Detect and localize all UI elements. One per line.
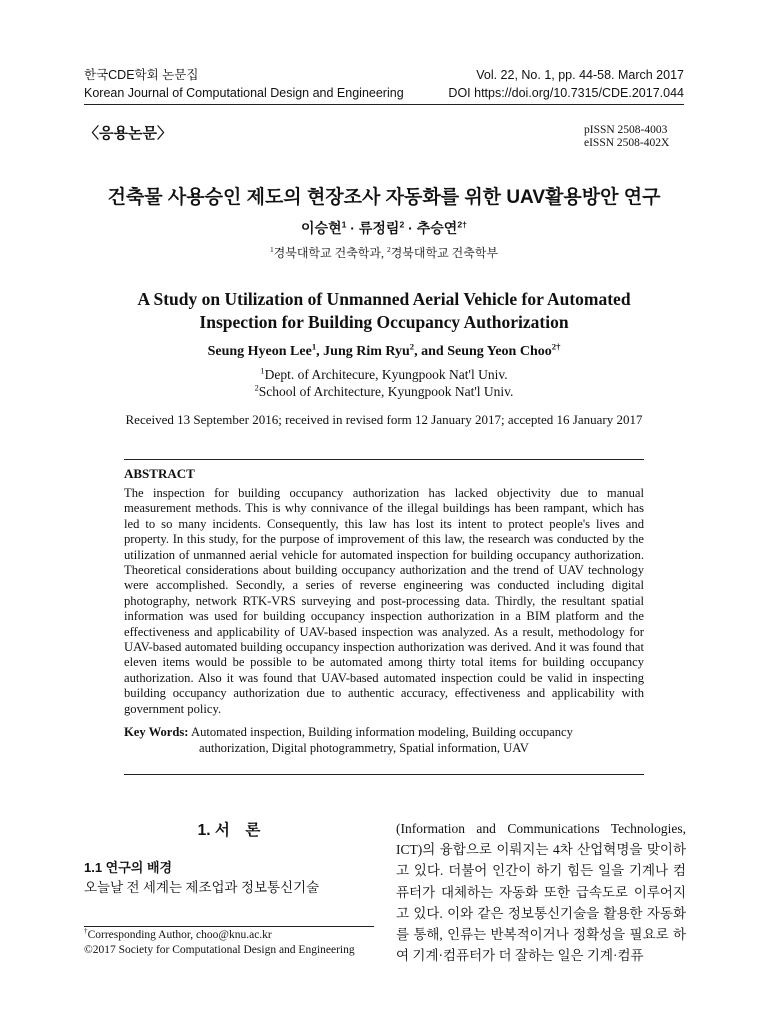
right-column-text: (Information and Communications Technologies, ICT)의 융합으로 이뤄지는 4차 산업혁명을 맞이하고 있다. 더불어 인간이 하기 힘든 일을 기계나 컴퓨터가 대체하는 자동화 또한 급속도로 이루어지고 있다. 이와 같은 정보통신기술을 활용한 자동화를 통해, 인류는 반복적이거나 정확성을 필요로 하여 기계·컴퓨터가 더 잘하는 일은 기계·컴퓨 — [396, 821, 686, 964]
english-author-2-mark: 2 — [409, 341, 415, 352]
english-author-3-mark: 2† — [551, 341, 561, 352]
corresponding-author — [84, 928, 384, 943]
english-authors — [0, 341, 768, 360]
english-affil-1 — [0, 366, 768, 383]
subsection-heading: 1.1 연구의 배경 — [84, 860, 173, 875]
author-separator: · — [346, 220, 359, 236]
english-author-1: Seung Hyeon Lee — [207, 344, 312, 359]
korean-title: 건축물 사용승인 제도의 현장조사 자동화를 위한 UAV활용방안 연구 — [107, 187, 661, 208]
korean-affil-1-mark: 1 — [269, 245, 274, 254]
keywords-text: Automated inspection, Building information modeling, Building occupancy authorization, Digital photogrammetry, Spatial information, UAV — [190, 725, 573, 755]
english-affil-1-mark: 1 — [260, 366, 265, 376]
korean-author-3: 추승연 — [416, 220, 458, 236]
journal-header-right — [448, 66, 684, 102]
korean-affiliations — [0, 244, 768, 261]
english-author-3: Seung Yeon Choo — [447, 344, 552, 359]
footnote-rule — [84, 926, 374, 927]
electronic-issn: eISSN 2508-402X — [584, 137, 670, 149]
volume-info: Vol. 22, No. 1, pp. 44-58. March 2017 — [476, 68, 684, 82]
abstract-heading: ABSTRACT — [124, 466, 195, 481]
korean-author-3-mark: 2† — [457, 219, 467, 230]
footnote — [84, 928, 384, 958]
english-title-line-2: Inspection for Building Occupancy Authorization — [199, 312, 569, 332]
english-affil-1-text: Dept. of Architecure, Kyungpook Nat'l Univ. — [264, 367, 508, 382]
print-issn: pISSN 2508-4003 — [584, 124, 668, 136]
korean-authors — [0, 218, 768, 238]
english-affil-2-mark: 2 — [254, 383, 259, 393]
english-title-line-1: A Study on Utilization of Unmanned Aerial Vehicle for Automated — [137, 289, 631, 309]
received-dates: Received 13 September 2016; received in revised form 12 January 2017; accepted 16 January 2017 — [125, 412, 643, 427]
english-title — [84, 288, 684, 334]
english-author-sep-1: , — [316, 344, 324, 359]
keywords-label: Key Words: — [124, 725, 189, 740]
abstract-body: The inspection for building occupancy authorization has lacked objectivity due to manual measurement methods. This is why connivance of the illegal buildings has been rampant, which has led to so many incidents. Consequently, this law has lost its intent to protect people's lives and property. In this study, for the purpose of improvement of this law, the research was conducted by the utilization of unmanned aerial vehicle for automated inspection for building occupancy authorization. Theoretical considerations about building occupancy authorization and the trend of UAV technology were accomplished. Secondly, a series of reverse engineering was conducted including digital photography, network RTK-VRS surveying and post-processing data. Thirdly, the resultant spatial information was used for building occupancy inspection authorization in a BIM platform and the effectiveness and applicability of UAV-based inspection was analyzed. As a result, methodology for UAV-based automated building occupancy inspection authorization was derived. And it was found that eleven items would be possible to be automated among thirty total items for building occupancy authorization. Also it was found that UAV-based automated inspection could be valid in inspecting building occupancy authorization due to authentic accuracy, effectiveness and applicability with government policy. — [124, 486, 644, 716]
korean-affil-2: 경북대학교 건축학부 — [390, 246, 499, 260]
journal-header-left — [84, 66, 404, 102]
korean-affil-2-mark: 2 — [387, 245, 391, 254]
corresponding-author-text: Corresponding Author, choo@knu.ac.kr — [87, 929, 272, 941]
korean-author-1: 이승현 — [301, 220, 342, 236]
doi-link[interactable]: DOI https://doi.org/10.7315/CDE.2017.044 — [448, 86, 684, 100]
copyright: ©2017 Society for Computational Design and Engineering — [84, 944, 355, 956]
english-author-1-mark: 1 — [311, 341, 317, 352]
english-author-2: Jung Rim Ryu — [323, 344, 410, 359]
english-author-sep-2: , and — [414, 344, 448, 359]
journal-name-korean: 한국CDE학회 논문집 — [84, 68, 199, 82]
korean-author-1-mark: 1 — [341, 219, 347, 230]
korean-affil-1: 경북대학교 건축학과, — [273, 246, 387, 260]
issn-block — [584, 124, 684, 150]
article-type: 〈응용논문〉 — [84, 125, 172, 142]
section-heading: 1. 서 론 — [197, 822, 261, 839]
english-affiliations — [0, 366, 768, 400]
journal-name-english: Korean Journal of Computational Design and Engineering — [84, 86, 404, 100]
korean-author-2-mark: 2 — [399, 219, 405, 230]
footnote-mark: † — [84, 927, 88, 936]
english-affil-2 — [0, 383, 768, 400]
korean-author-2: 류정림 — [358, 220, 400, 236]
keywords — [124, 725, 644, 756]
left-column-text: 오늘날 전 세계는 제조업과 정보통신기술 — [84, 880, 320, 895]
header-rule — [84, 104, 684, 105]
abstract-bottom-rule — [124, 774, 644, 775]
abstract-section — [124, 466, 644, 756]
english-affil-2-text: School of Architecture, Kyungpook Nat'l Univ. — [258, 384, 514, 399]
author-separator: · — [404, 220, 417, 236]
abstract-top-rule — [124, 459, 644, 460]
